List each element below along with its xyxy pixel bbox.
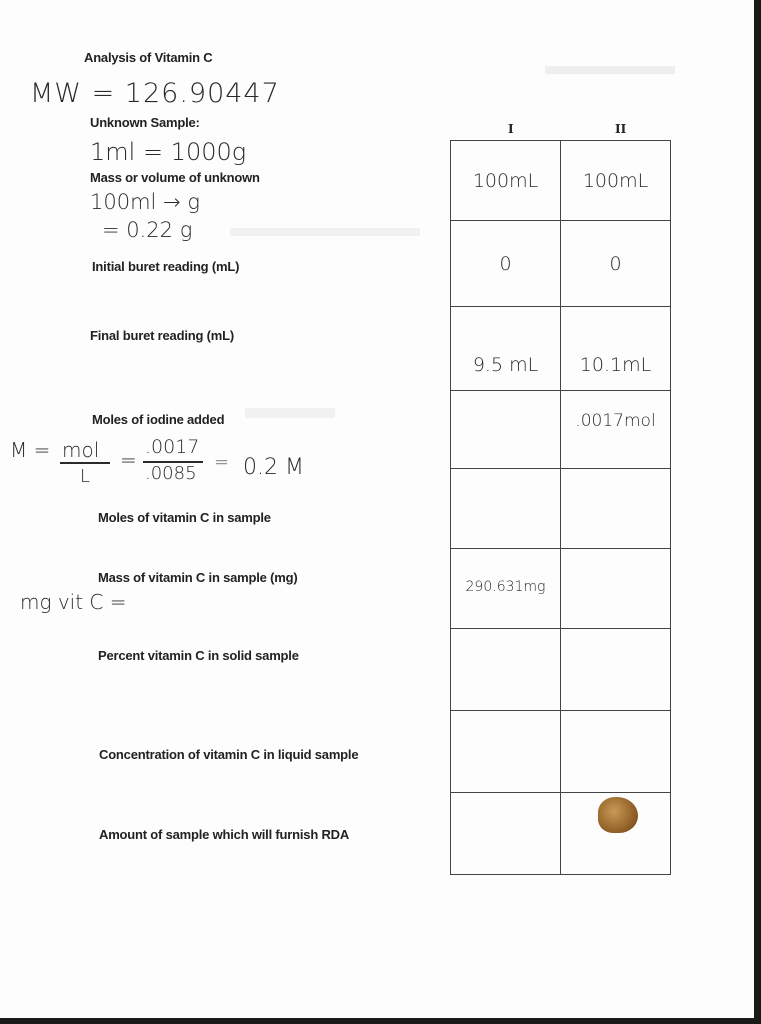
bleed-through-mark xyxy=(245,408,335,418)
table-cell xyxy=(560,469,670,549)
column-header-trial-1: I xyxy=(508,122,514,136)
unknown-sample-label: Unknown Sample: xyxy=(90,115,200,130)
table-cell xyxy=(560,629,670,711)
final-buret-label: Final buret reading (mL) xyxy=(90,328,234,343)
rda-amount-label: Amount of sample which will furnish RDA xyxy=(99,827,350,842)
bleed-through-mark xyxy=(545,66,675,74)
moles-vitc-label: Moles of vitamin C in sample xyxy=(98,510,271,525)
mass-vitc-label: Mass of vitamin C in sample (mg) xyxy=(98,570,298,585)
handwritten-equals: = xyxy=(214,452,230,473)
table-cell xyxy=(451,793,561,875)
table-row xyxy=(451,307,671,391)
percent-vitc-label: Percent vitamin C in solid sample xyxy=(98,648,299,663)
handwritten-moles-value: .0017 xyxy=(145,436,200,458)
table-cell xyxy=(451,391,561,469)
handwritten-mg-vitc: mg vit C = xyxy=(20,590,127,614)
mass-or-volume-label: Mass or volume of unknown xyxy=(90,170,260,185)
table-row xyxy=(451,141,671,221)
initial-buret-label: Initial buret reading (mL) xyxy=(92,259,240,274)
table-cell xyxy=(451,469,561,549)
table-cell: 100mL xyxy=(451,141,561,221)
table-cell: 10.1mL xyxy=(560,307,670,391)
table-row xyxy=(451,221,671,307)
table-cell: 290.631mg xyxy=(451,549,561,629)
table-row xyxy=(451,469,671,549)
table-cell: 9.5 mL xyxy=(451,307,561,391)
results-table xyxy=(450,140,671,875)
handwritten-molarity-symbol: M = xyxy=(10,438,51,462)
table-cell xyxy=(560,711,670,793)
table-cell: 0 xyxy=(560,221,670,307)
handwritten-liters-value: .0085 xyxy=(145,463,197,484)
handwritten-density: 1ml = 1000g xyxy=(90,138,247,166)
table-row xyxy=(451,711,671,793)
handwritten-fraction-denominator: L xyxy=(80,466,91,487)
table-cell: 0 xyxy=(451,221,561,307)
bleed-through-mark xyxy=(230,228,420,236)
table-cell xyxy=(451,711,561,793)
table-row xyxy=(451,549,671,629)
column-header-trial-2: II xyxy=(615,122,627,136)
stain-blob xyxy=(598,797,638,833)
moles-iodine-label: Moles of iodine added xyxy=(92,412,225,427)
handwritten-equals: = xyxy=(120,448,137,472)
table-row xyxy=(451,629,671,711)
handwritten-mass-line1: 100ml → g xyxy=(90,190,200,214)
handwritten-molarity-result: 0.2 M xyxy=(243,455,304,480)
handwritten-mass-line2: = 0.22 g xyxy=(102,218,193,242)
concentration-label: Concentration of vitamin C in liquid sample xyxy=(99,747,359,762)
table-cell xyxy=(451,629,561,711)
table-cell xyxy=(560,549,670,629)
fraction-bar xyxy=(60,462,110,464)
table-row xyxy=(451,793,671,875)
handwritten-molar-mass: MW = 126.90447 xyxy=(30,78,280,109)
table-cell: 100mL xyxy=(560,141,670,221)
table-row xyxy=(451,391,671,469)
handwritten-fraction-numerator: mol xyxy=(62,438,100,462)
table-cell: .0017mol xyxy=(560,391,670,469)
page-title: Analysis of Vitamin C xyxy=(84,50,213,65)
